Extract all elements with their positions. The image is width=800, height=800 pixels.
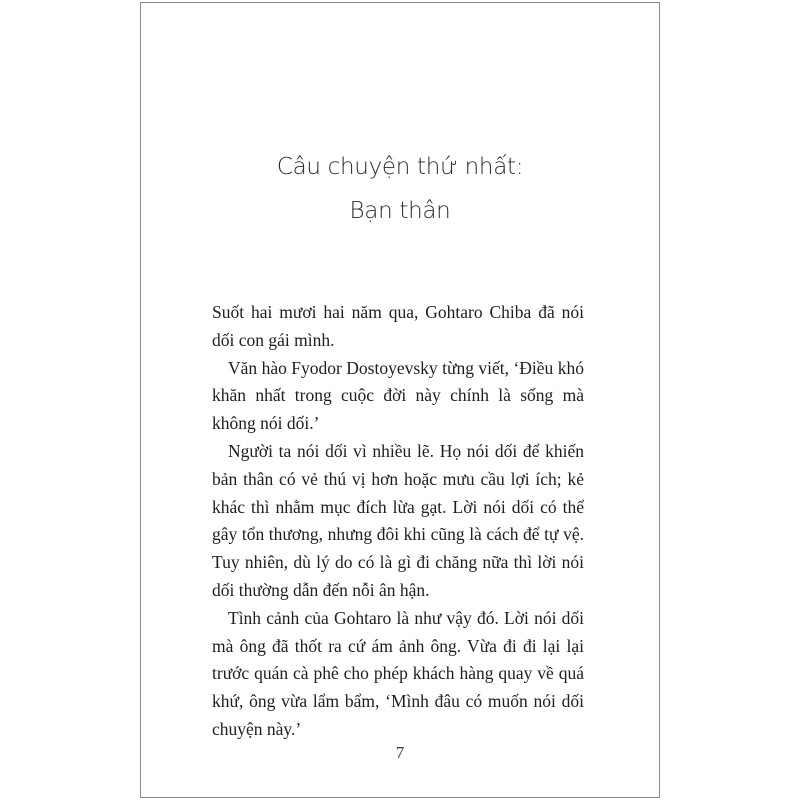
- paragraph-3: Người ta nói dối vì nhiều lẽ. Họ nói dối để khiến bản thân có vẻ thú vị hơn hoặc mưu cầu lợi ích; kẻ khác thì nhằm mục đích lừa gạt. Lời nói dối có thể gây tổn thương, nhưng đôi khi cũng là cách để tự vệ. Tuy nhiên, dù lý do có là gì đi chăng nữa thì lời nói dối thường dẫn đến nỗi ân hận.: [212, 440, 584, 600]
- paragraph-1: Suốt hai mươi hai năm qua, Gohtaro Chiba đã nói dối con gái mình.: [212, 302, 584, 350]
- book-page: [140, 2, 660, 798]
- paragraph-4: Tình cảnh của Gohtaro là như vậy đó. Lời nói dối mà ông đã thốt ra cứ ám ảnh ông. Vừa đi đi lại lại trước quán cà phê cho phép khách hàng quay về quá khứ, ông vừa lẩm bẩm, ‘Mình đâu có muốn nói dối chuyện này.’: [212, 607, 584, 739]
- page-number: 7: [395, 743, 405, 762]
- paragraph-2: Văn hào Fyodor Dostoyevsky từng viết, ‘Điều khó khăn nhất trong cuộc đời này chính là sống mà không nói dối.’: [212, 357, 584, 434]
- chapter-title-line-2: Bạn thân: [349, 198, 451, 224]
- chapter-title-line-1: Câu chuyện thứ nhất:: [276, 154, 524, 180]
- body-text: [212, 299, 584, 744]
